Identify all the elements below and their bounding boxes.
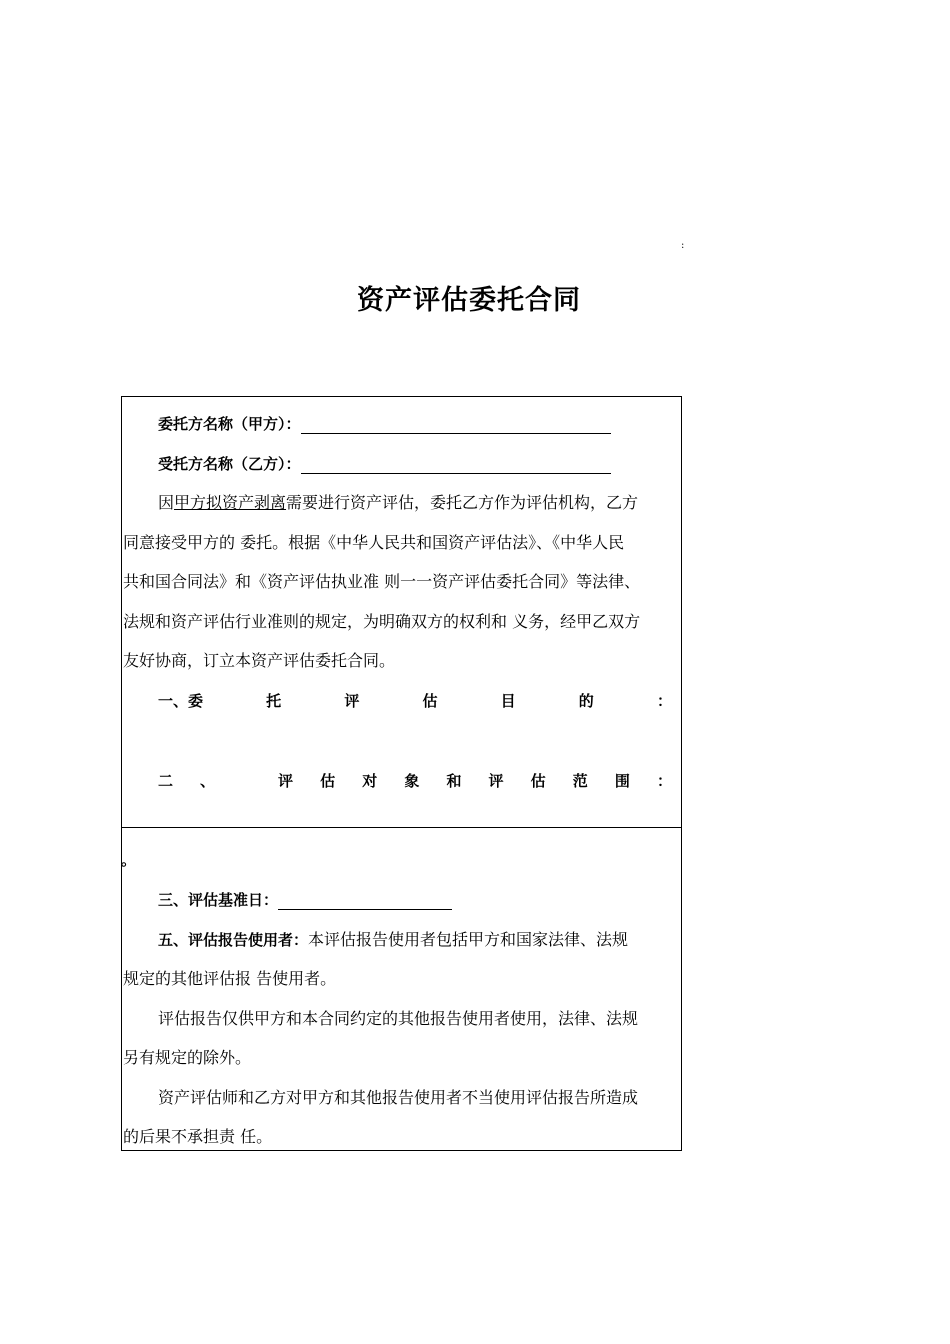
section-2-char: 范 (572, 772, 588, 790)
section-2-char: 评 (488, 772, 504, 790)
intro-line-1 (158, 493, 680, 513)
section-1-char: 一、委 (158, 692, 204, 710)
section-1-char: 评 (344, 692, 360, 710)
client-name-field[interactable] (301, 415, 611, 434)
section-2-char: 象 (404, 772, 420, 790)
section-5-label: 五、评估报告使用者： (158, 931, 309, 949)
section-2-text (278, 771, 672, 791)
section-1-char: 托 (266, 692, 282, 710)
agent-name-label: 受托方名称（乙方）： (158, 455, 301, 473)
section-3-line (158, 890, 680, 910)
section-2-char: 二 (158, 772, 174, 790)
section-2-char: ： (656, 772, 672, 790)
intro-purpose-underlined: 甲方拟资产剥离 (174, 493, 287, 512)
liability-line-1: 资产评估师和乙方对甲方和其他报告使用者不当使用评估报告所造成 (158, 1088, 639, 1107)
section-3-label: 三、评估基准日： (158, 891, 279, 909)
section-2-char: 和 (446, 772, 462, 790)
section-2-char: 评 (278, 772, 294, 790)
section-1-char: 估 (422, 692, 438, 710)
section-5-line-2: 规定的其他评估报 告使用者。 (123, 969, 337, 988)
section-1-heading (158, 691, 672, 711)
intro-line-4: 法规和资产评估行业准则的规定，为明确双方的权利和 义务，经甲乙双方 (123, 612, 641, 631)
client-name-line (158, 414, 680, 434)
intro-text: 因 (158, 493, 175, 512)
document-title: 资产评估委托合同 (357, 285, 581, 316)
section-1-char: ： (656, 692, 672, 710)
report-use-line-2: 另有规定的除外。 (123, 1048, 252, 1067)
section-1-char: 目 (500, 692, 516, 710)
intro-line-2: 同意接受甲方的 委托。根据《中华人民共和国资产评估法》、《中华人民 (123, 533, 625, 552)
section-2-char: 估 (530, 772, 546, 790)
section-2-char: 对 (362, 772, 378, 790)
section-2-char: 围 (614, 772, 630, 790)
client-name-label: 委托方名称（甲方）： (158, 415, 301, 433)
section-2-period: 。 (121, 851, 137, 869)
valuation-date-field[interactable] (278, 891, 452, 910)
section-5-line-1 (158, 930, 680, 950)
section-2-char: 估 (320, 772, 336, 790)
liability-line-2: 的后果不承担责 任。 (123, 1127, 273, 1146)
intro-line-3: 共和国合同法》和《资产评估执业准 则一一资产评估委托合同》等法律、 (123, 572, 641, 591)
corner-mark: : (681, 240, 685, 251)
intro-line-5: 友好协商，订立本资产评估委托合同。 (123, 651, 396, 670)
report-use-line-1: 评估报告仅供甲方和本合同约定的其他报告使用者使用，法律、法规 (158, 1009, 639, 1028)
agent-name-field[interactable] (301, 455, 611, 474)
intro-text: 需要进行资产评估，委托乙方作为评估机构，乙方 (286, 493, 639, 512)
agent-name-line (158, 454, 680, 474)
section-5-text: 本评估报告使用者包括甲方和国家法律、法规 (308, 930, 629, 949)
section-1-char: 的 (578, 692, 594, 710)
section-2-char: 、 (200, 772, 216, 790)
